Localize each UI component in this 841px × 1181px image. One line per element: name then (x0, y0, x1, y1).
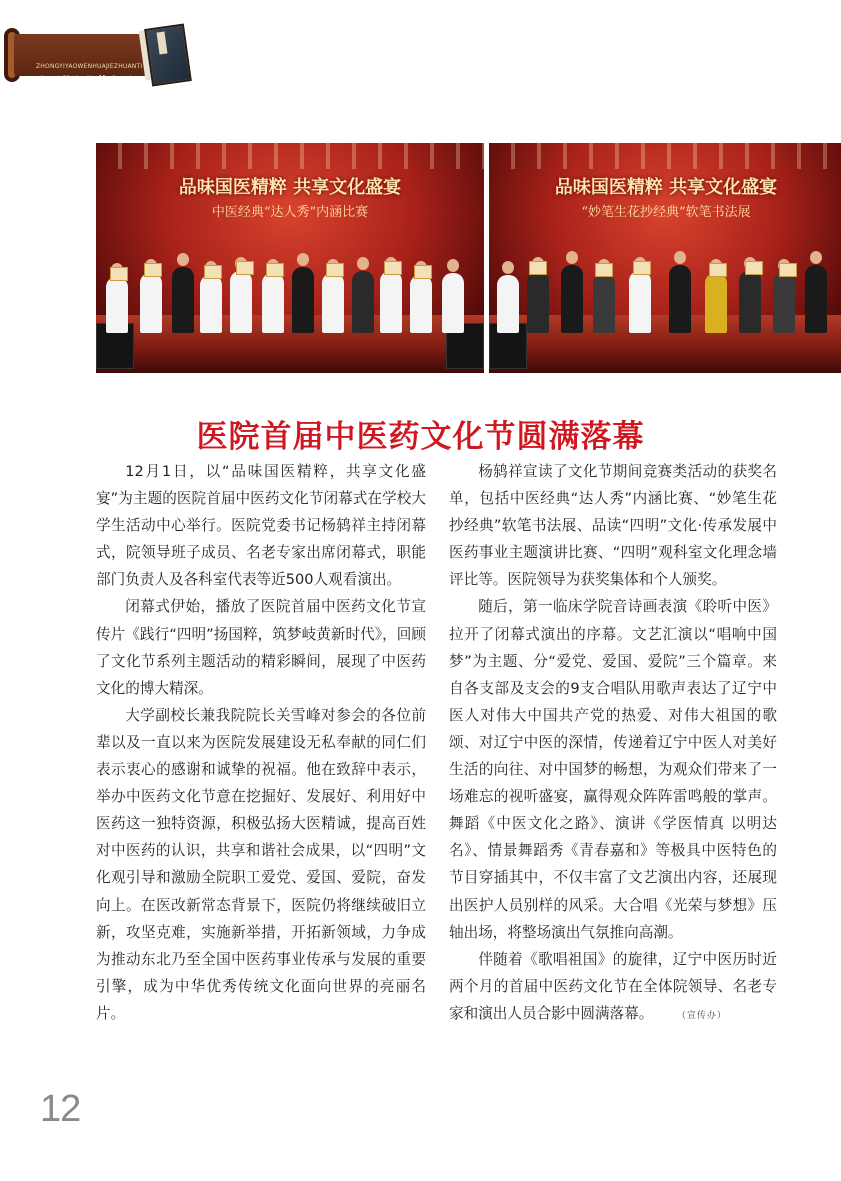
presenter (561, 265, 583, 333)
section-title: 中医药文化节专题 (36, 75, 133, 89)
ceremony-photo-left (96, 143, 484, 373)
page-number: 12 (40, 1088, 81, 1130)
awardee (705, 273, 727, 333)
article-paragraph: 大学副校长兼我院院长关雪峰对参会的各位前辈以及一直以来为医院发展建设无私奉献的同仁们表示衷心的感谢和诚挚的祝福。他在致辞中表示，举办中医药文化节意在挖掘好、发展好、利用好中医药这一独特资源，积极弘扬大医精诚，提高百姓对中医药的认识，共享和谐社会成果，以“四明”文化观引导和激励全院职工爱党、爱国、爱院，奋发向上。在医改新常态背景下，医院仍将继续破旧立新，攻坚克难，实施新举措，开拓新领域，力争成为推动东北乃至全国中医药事业传承与发展的重要引擎，成为中华优秀传统文化面向世界的亮丽名片。 (96, 706, 426, 1022)
awardee (527, 271, 549, 333)
article-paragraph: 杨鸫祥宣读了文化节期间竞赛类活动的获奖名单，包括中医经典“达人秀”内涵比赛、“妙笔生花抄经典”软笔书法展、品读“四明”文化·传承发展中医药事业主题演讲比赛、“四明”观科室文化理念墙评比等。医院领导为获奖集体和个人颁奖。 (449, 463, 777, 589)
article-paragraph: 闭幕式伊始，播放了医院首届中医药文化节宣传片《践行“四明”扬国粹，筑梦岐黄新时代》，回顾了文化节系列主题活动的精彩瞬间，展现了中医药文化的博大精深。 (96, 598, 426, 697)
author-signature: （宣传办） (681, 1010, 727, 1021)
article-paragraph: 12月1日，以“品味国医精粹，共享文化盛宴”为主题的医院首届中医药文化节闭幕式在学校大学生活动中心举行。医院党委书记杨鸫祥主持闭幕式，院领导班子成员、名老专家出席闭幕式，职能部门负责人及各科室代表等近500人观看演出。 (96, 463, 426, 589)
photo-banner-subtitle: “妙笔生花抄经典”软笔书法展 (581, 205, 751, 220)
banner-pinyin: ZHONGYIYAOWENHUAJIEZHUANTI (36, 63, 143, 70)
presenter (669, 265, 691, 333)
awardee (410, 275, 432, 333)
awardee (773, 273, 795, 333)
awardee (739, 271, 761, 333)
photo-banner-title: 品味国医精粹 共享文化盛宴 (178, 177, 402, 198)
photo-banner-subtitle: 中医经典“达人秀”内涵比赛 (211, 205, 369, 220)
book-icon (140, 22, 188, 84)
article-column-left (96, 458, 426, 1027)
awardee (106, 277, 128, 333)
awardee (442, 273, 464, 333)
awardee (230, 271, 252, 333)
article-title: 医院首届中医药文化节圆满落幕 (196, 419, 645, 455)
presenter (805, 265, 827, 333)
article-column-right (449, 458, 777, 1030)
awardee (629, 271, 651, 333)
awardee (593, 273, 615, 333)
ceremony-photo-right (489, 143, 841, 373)
awardee (322, 273, 344, 333)
awardee (262, 273, 284, 333)
presenter (172, 267, 194, 333)
photo-banner-title: 品味国医精粹 共享文化盛宴 (554, 177, 778, 198)
presenter (292, 267, 314, 333)
article-paragraph-last (449, 946, 777, 1030)
presenter (352, 271, 374, 333)
article-paragraph: 随后，第一临床学院音诗画表演《聆听中医》拉开了闭幕式演出的序幕。文艺汇演以“唱响中国梦”为主题、分“爱党、爱国、爱院”三个篇章。来自各支部及支会的9支合唱队用歌声表达了辽宁中医人对伟大中国共产党的热爱、对伟大祖国的歌颂、对辽宁中医的深情，传递着辽宁中医人对美好生活的向往、对中国梦的畅想，为观众们带来了一场难忘的视听盛宴，赢得观众阵阵雷鸣般的掌声。舞蹈《中医文化之路》、演讲《学医情真 以明达名》、情景舞蹈秀《青春嘉和》等极具中医特色的节目穿插其中，不仅丰富了文艺演出内容，还展现出医护人员别样的风采。大合唱《光荣与梦想》压轴出场，将整场演出气氛推向高潮。 (449, 598, 777, 941)
article-paragraph-text: 伴随着《歌唱祖国》的旋律，辽宁中医历时近两个月的首届中医药文化节在全体院领导、名老专家和演出人员合影中圆满落幕。 (449, 950, 777, 1022)
awardee (497, 275, 519, 333)
section-banner (0, 22, 200, 88)
awardee (200, 275, 222, 333)
awardee (380, 271, 402, 333)
awardee (140, 273, 162, 333)
